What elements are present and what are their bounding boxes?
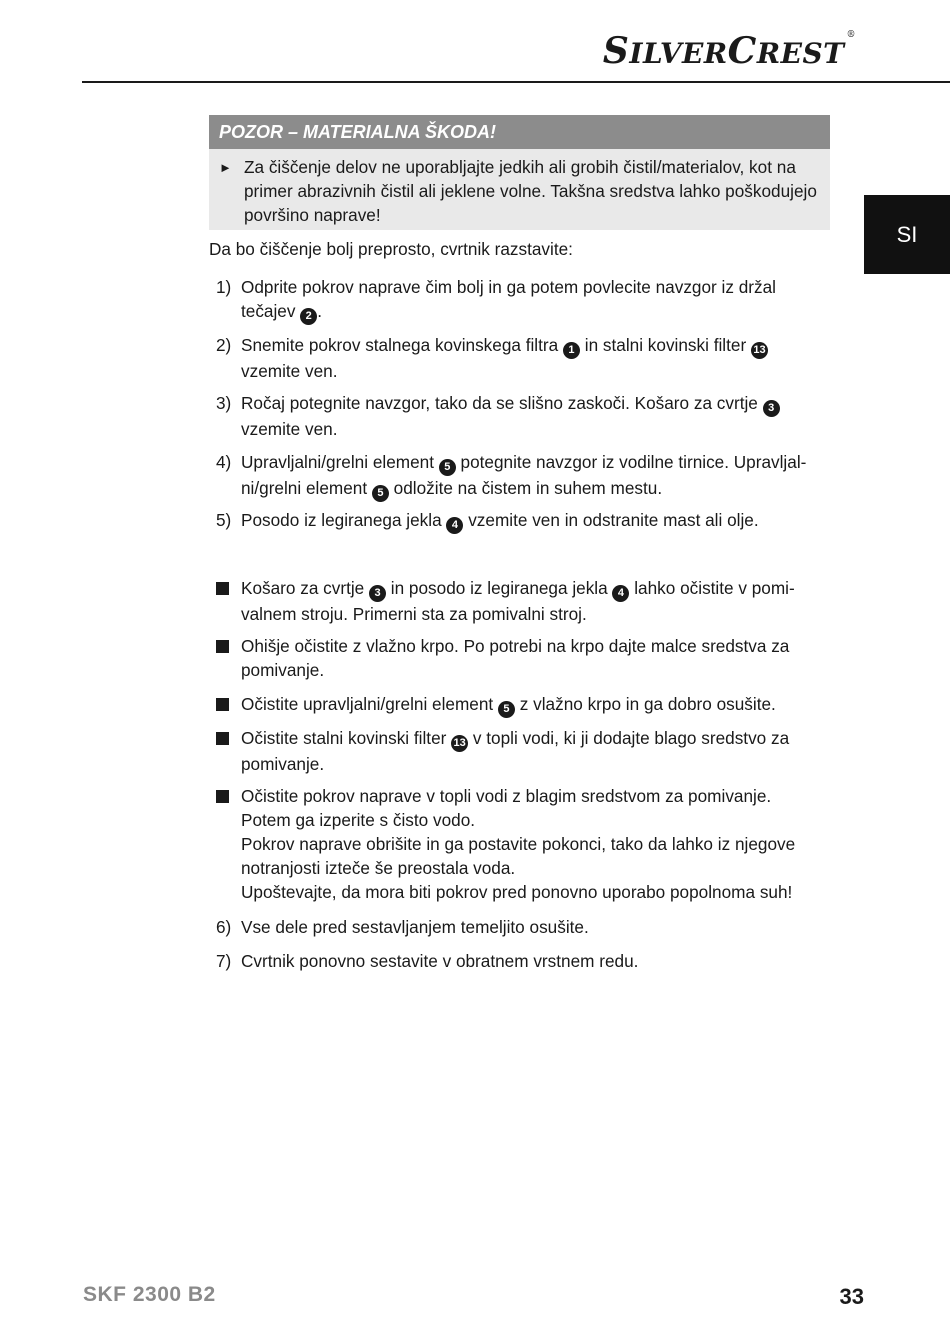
square-bullet-icon — [209, 726, 241, 776]
ref-number-icon: 1 — [563, 342, 580, 359]
square-bullet-icon — [209, 692, 241, 718]
step-item: 3) Ročaj potegnite navzgor, tako da se slišno zaskoči. Košaro za cvrtje 3 vzemite ven. — [209, 391, 830, 441]
ref-number-icon: 4 — [446, 517, 463, 534]
bullet-item: Ohišje očistite z vlažno krpo. Po potrebi na krpo dajte malce sredstva za pomivanje. — [209, 634, 830, 682]
square-bullet-icon — [209, 634, 241, 682]
bullet-item: Očistite pokrov naprave v topli vodi z blagim sredstvom za pomivanje. Potem ga izperite s čisto vodo. Pokrov naprave obrišite in ga postavite pokonci, tako da lahko iz njegove notranjosti izteče še preostala voda. Upoštevajte, da mora biti pokrov pred ponovno uporabo popolnoma suh! — [209, 784, 830, 904]
ref-number-icon: 13 — [751, 342, 768, 359]
brand-logo: SILVERCREST® — [602, 30, 856, 72]
step-item: 4) Upravljalni/grelni element 5 potegnite navzgor iz vodilne tirnice. Upravljalni/grelni element 5 odložite na čistem in suhem mestu. — [209, 450, 830, 502]
step-item: 5) Posodo iz legiranega jekla 4 vzemite ven in odstranite mast ali olje. — [209, 508, 830, 534]
ref-number-icon: 3 — [369, 585, 386, 602]
step-item: 1) Odprite pokrov naprave čim bolj in ga potem povlecite navzgor iz držal tečajev 2 . — [209, 275, 830, 325]
model-number: SKF 2300 B2 — [83, 1283, 216, 1306]
warning-title: POZOR – MATERIALNA ŠKODA! — [209, 115, 830, 149]
square-bullet-icon — [209, 576, 241, 626]
page-number: 33 — [839, 1284, 864, 1309]
triangle-right-icon: ► — [219, 160, 232, 175]
ref-number-icon: 13 — [451, 735, 468, 752]
step-item: 2) Snemite pokrov stalnega kovinskega filtra 1 in stalni kovinski filter 13 vzemite ven. — [209, 333, 830, 383]
step-item: 6) Vse dele pred sestavljanjem temeljito osušite. — [216, 917, 589, 937]
warning-box — [209, 115, 830, 230]
bullet-item: Košaro za cvrtje 3 in posodo iz legiranega jekla 4 lahko očistite v pomivalnem stroju. Primerni sta za pomivalni stroj. — [209, 576, 830, 626]
square-bullet-icon — [209, 784, 241, 904]
intro-text: Da bo čiščenje bolj preprosto, cvrtnik razstavite: — [209, 239, 573, 259]
ref-number-icon: 5 — [439, 459, 456, 476]
ref-number-icon: 5 — [372, 485, 389, 502]
warning-text: Za čiščenje delov ne uporabljajte jedkih ali grobih čistil/materialov, kot na primer abrazivnih čistil ali jeklene volne. Takšna sredstva lahko poškodujejo površino naprave! — [244, 157, 817, 225]
header-rule — [82, 81, 950, 83]
bullet-item: Očistite upravljalni/grelni element 5 z vlažno krpo in ga dobro osušite. — [209, 692, 830, 718]
ref-number-icon: 2 — [300, 308, 317, 325]
ref-number-icon: 3 — [763, 400, 780, 417]
step-item: 7) Cvrtnik ponovno sestavite v obratnem vrstnem redu. — [216, 951, 639, 971]
language-tab: SI — [864, 195, 950, 274]
ref-number-icon: 5 — [498, 701, 515, 718]
bullet-item: Očistite stalni kovinski filter 13 v topli vodi, ki ji dodajte blago sredstvo za pomivanje. — [209, 726, 830, 776]
ref-number-icon: 4 — [612, 585, 629, 602]
